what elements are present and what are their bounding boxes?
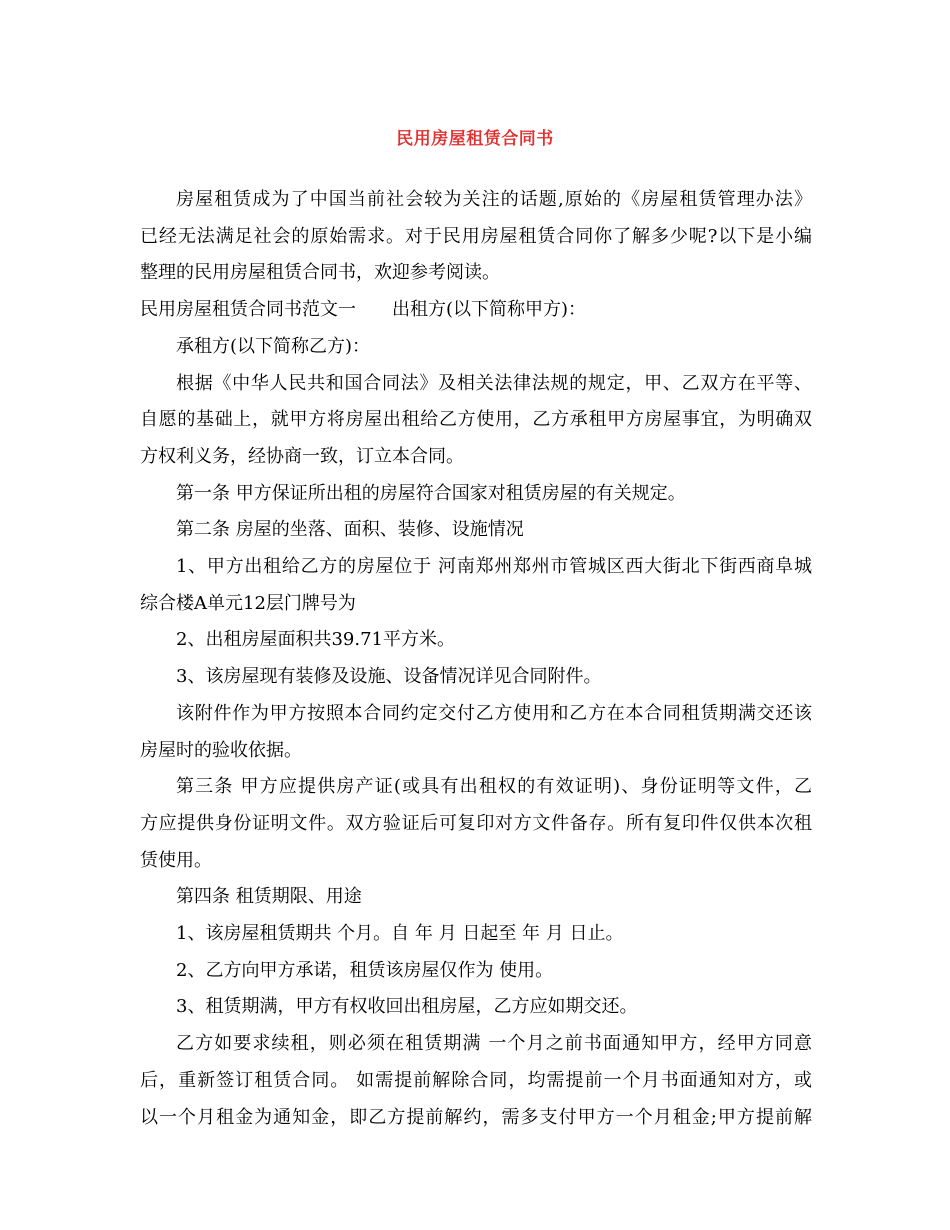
text-line: 1、甲方出租给乙方的房屋位于 河南郑州郑州市管城区西大街北下街西商阜城 xyxy=(176,556,812,578)
text-line: 2、乙方向甲方承诺，租赁该房屋仅作为 使用。 xyxy=(176,959,554,981)
text-line: 乙方如要求续租，则必须在租赁期满 一个月之前书面通知甲方，经甲方同意 xyxy=(176,1033,812,1055)
text-line: 1、该房屋租赁期共 个月。自 年 月 日起至 年 月 日止。 xyxy=(176,923,624,945)
text-line: 赁使用。 xyxy=(140,849,212,871)
text-line: 第一条 甲方保证所出租的房屋符合国家对租赁房屋的有关规定。 xyxy=(176,482,686,504)
text-line: 以一个月租金为通知金，即乙方提前解约，需多支付甲方一个月租金;甲方提前解 xyxy=(140,1106,812,1128)
text-line: 综合楼A单元12层门牌号为 xyxy=(140,592,356,614)
text-line: 2、出租房屋面积共39.71平方米。 xyxy=(176,629,455,651)
text-line: 根据《中华人民共和国合同法》及相关法律法规的规定，甲、乙双方在平等、 xyxy=(176,372,812,394)
text-line: 后，重新签订租赁合同。 如需提前解除合同，均需提前一个月书面通知对方，或 xyxy=(140,1069,812,1091)
document-body xyxy=(140,182,812,1136)
text-line: 该附件作为甲方按照本合同约定交付乙方使用和乙方在本合同租赁期满交还该 xyxy=(176,702,812,724)
text-line: 已经无法满足社会的原始需求。对于民用房屋租赁合同你了解多少呢?以下是小编 xyxy=(140,225,812,247)
text-line: 第三条 甲方应提供房产证(或具有出租权的有效证明)、身份证明等文件，乙 xyxy=(176,776,812,798)
text-line: 方权利义务，经协商一致，订立本合同。 xyxy=(140,445,464,467)
text-line: 方应提供身份证明文件。双方验证后可复印对方文件备存。所有复印件仅供本次租 xyxy=(140,812,812,834)
text-line: 自愿的基础上，就甲方将房屋出租给乙方使用，乙方承租甲方房屋事宜，为明确双 xyxy=(140,409,812,431)
text-line: 3、租赁期满，甲方有权收回出租房屋，乙方应如期交还。 xyxy=(176,996,638,1018)
text-line: 承租方(以下简称乙方)： xyxy=(176,335,371,357)
text-line: 第四条 租赁期限、用途 xyxy=(176,886,362,908)
text-line: 民用房屋租赁合同书范文一 出租方(以下简称甲方)： xyxy=(140,299,587,321)
text-line: 房屋租赁成为了中国当前社会较为关注的话题,原始的《房屋租赁管理办法》 xyxy=(176,189,812,210)
text-line: 整理的民用房屋租赁合同书，欢迎参考阅读。 xyxy=(140,262,500,284)
text-line: 房屋时的验收依据。 xyxy=(140,739,302,761)
text-line: 3、该房屋现有装修及设施、设备情况详见合同附件。 xyxy=(176,666,602,688)
document-title: 民用房屋租赁合同书 xyxy=(396,129,554,149)
text-line: 第二条 房屋的坐落、面积、装修、设施情况 xyxy=(176,519,524,541)
